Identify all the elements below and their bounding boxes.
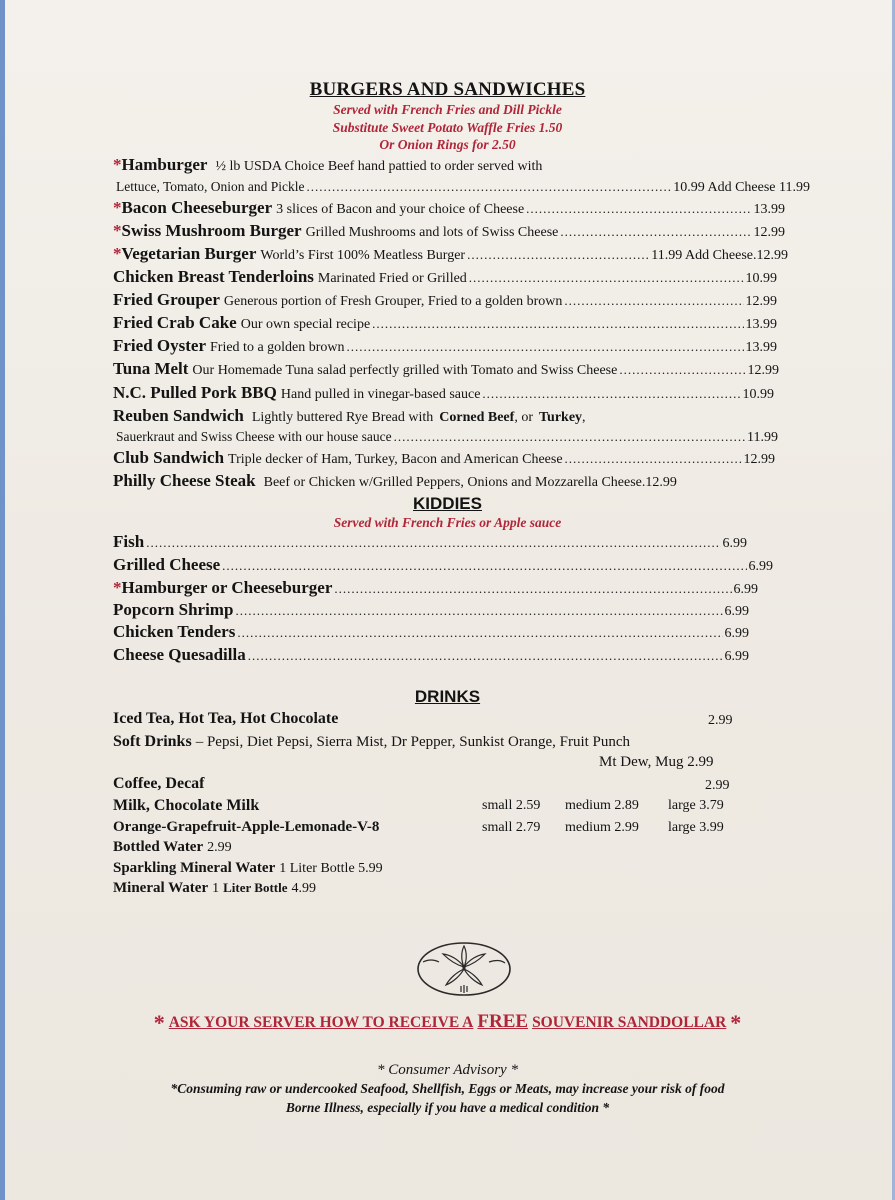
drink-bottled-water [113,839,232,855]
drink-coffee-price: 2.99 [705,778,730,793]
item-desc: Lightly buttered Rye Bread with [251,410,434,425]
item-desc-bold: Corned Beef [439,410,515,425]
item-desc: Marinated Fried or Grilled [317,271,467,286]
drink-name: Soft Drinks [113,733,192,750]
item-name: Popcorn Shrimp [113,600,234,619]
item-desc: Our Homemade Tuna salad perfectly grilled with Tomato and Swiss Cheese [192,363,618,378]
item-desc: World’s First 100% Meatless Burger [260,248,466,263]
drink-desc: 1 [212,881,220,896]
drink-soft-drinks [113,734,630,750]
item-star: * [113,155,122,174]
item-name: Swiss Mushroom Burger [121,221,302,240]
drink-juice-medium: medium 2.99 [565,820,639,835]
item-name: Grilled Cheese [113,555,221,574]
kiddies-item-chicken-tenders [113,623,749,641]
item-desc: Our own special recipe [240,317,371,332]
item-price: 13.99 [753,202,785,217]
item-name: Vegetarian Burger [121,244,257,263]
drink-desc-bold: Liter Bottle [223,880,288,895]
item-desc-cont: Lettuce, Tomato, Onion and Pickle [116,179,305,194]
kiddies-subtitle: Served with French Fries or Apple sauce [333,515,562,530]
item-name: Club Sandwich [113,448,225,467]
menu-item-tuna-melt [113,360,779,378]
item-desc: Grilled Mushrooms and lots of Swiss Cheese [305,225,559,240]
drink-soft-drinks-cont: Mt Dew, Mug 2.99 [599,754,714,770]
item-price: 11.99 Add Cheese.12.99 [651,248,788,263]
sand-dollar-icon [415,940,513,998]
advisory-line-1: *Consuming raw or undercooked Seafood, Shellfish, Eggs or Meats, may increase your risk of food [170,1081,725,1096]
menu-item-hamburger-cont [116,180,810,195]
item-name: Chicken Breast Tenderloins [113,267,314,286]
item-name: Hamburger or Cheeseburger [121,578,333,597]
item-price: 10.99 [742,387,774,402]
item-name: Chicken Tenders [113,622,236,641]
item-price: 11.99 [747,430,778,445]
drink-juice: Orange-Grapefruit-Apple-Lemonade-V-8 [113,819,380,835]
burgers-subtitle-3: Or Onion Rings for 2.50 [379,137,516,152]
drinks-title: DRINKS [414,687,481,706]
menu-item-club-sandwich [113,449,775,467]
item-price: 13.99 [745,340,777,355]
drink-name: Bottled Water [113,839,204,855]
item-price: 10.99 [745,271,777,286]
item-price: 6.99 [733,582,758,597]
menu-item-philly-cheese-steak [113,472,677,490]
menu-item-fried-oyster [113,337,777,355]
drink-milk-large: large 3.79 [668,798,724,813]
item-price: 13.99 [745,317,777,332]
menu-item-swiss-mushroom-burger [113,222,785,240]
promo-text-pre: ASK YOUR SERVER HOW TO RECEIVE A [168,1014,474,1031]
item-desc: 3 slices of Bacon and your choice of Cheese [276,202,525,217]
item-name: Tuna Melt [113,359,189,378]
burgers-subtitle-2: Substitute Sweet Potato Waffle Fries 1.50 [332,120,563,135]
drink-juice-small: small 2.79 [482,820,541,835]
item-star: * [113,244,122,263]
item-name: Hamburger [121,155,208,174]
item-name: Fried Crab Cake [113,313,237,332]
drink-price: 4.99 [291,881,317,896]
item-desc-cont: Sauerkraut and Swiss Cheese with our house sauce [116,429,392,444]
drink-milk-medium: medium 2.89 [565,798,639,813]
item-desc-bold: Turkey [538,410,583,425]
drink-mineral-water [113,880,316,896]
menu-item-fried-grouper [113,291,777,309]
drink-desc: 1 Liter Bottle 5.99 [279,861,383,876]
advisory-line-2: Borne Illness, especially if you have a medical condition * [285,1100,610,1115]
drink-iced-tea-price: 2.99 [708,713,733,728]
item-desc: Beef or Chicken w/Grilled Peppers, Onions and Mozzarella Cheese. [263,475,646,490]
item-desc: , or [514,410,533,425]
item-desc: , [582,410,586,425]
promo-star-right: * [730,1010,742,1035]
item-price: 12.99 [743,452,775,467]
menu-item-chicken-breast-tenderloins [113,268,777,286]
promo-text-free: FREE [477,1011,529,1032]
item-name: Reuben Sandwich [113,406,244,425]
kiddies-item-fish [113,533,747,551]
item-star: * [113,221,122,240]
menu-item-reuben-cont [116,430,778,445]
burgers-subtitle-1: Served with French Fries and Dill Pickle [333,102,562,117]
drink-coffee: Coffee, Decaf [113,775,205,792]
menu-item-bacon-cheeseburger [113,199,785,217]
item-price: 10.99 Add Cheese 11.99 [673,180,810,195]
item-desc: Generous portion of Fresh Grouper, Fried to a golden brown [223,294,563,309]
item-price: 6.99 [724,649,749,664]
kiddies-item-popcorn-shrimp [113,601,749,619]
item-name: Fried Oyster [113,336,206,355]
item-price: 12.99 [745,294,777,309]
drink-milk: Milk, Chocolate Milk [113,797,260,814]
promo-text-post: SOUVENIR SANDDOLLAR [532,1014,727,1031]
promo-star-left: * [153,1010,165,1035]
item-star: * [113,578,122,597]
drink-milk-small: small 2.59 [482,798,541,813]
item-desc: Fried to a golden brown [210,340,345,355]
item-desc: Triple decker of Ham, Turkey, Bacon and American Cheese [228,452,563,467]
promo-line [0,1012,895,1034]
item-desc: ½ lb USDA Choice Beef hand pattied to order served with [215,159,543,174]
item-price: 6.99 [724,626,749,641]
drink-sparkling-water [113,860,383,876]
item-price: 6.99 [722,536,747,551]
item-name: N.C. Pulled Pork BBQ [113,383,277,402]
item-star: * [113,198,122,217]
item-name: Philly Cheese Steak [113,471,256,490]
advisory-title: * Consumer Advisory * [377,1062,518,1078]
item-price: 12.99 [747,363,779,378]
menu-item-fried-crab-cake [113,314,777,332]
item-name: Fish [113,532,145,551]
item-name: Fried Grouper [113,290,220,309]
item-name: Bacon Cheeseburger [121,198,273,217]
drink-name: Sparkling Mineral Water [113,860,276,876]
item-price: 6.99 [748,559,773,574]
menu-item-vegetarian-burger [113,245,788,263]
menu-item-hamburger [113,156,542,174]
item-price: 6.99 [724,604,749,619]
kiddies-item-hamburger-or-cheeseburger [113,579,758,597]
drink-iced-tea: Iced Tea, Hot Tea, Hot Chocolate [113,710,339,727]
item-price: 12.99 [753,225,785,240]
drink-price: 2.99 [207,840,232,855]
kiddies-title: KIDDIES [413,494,482,513]
drink-name: Mineral Water [113,880,209,896]
kiddies-item-cheese-quesadilla [113,646,749,664]
menu-item-pulled-pork-bbq [113,384,774,402]
drink-desc: – Pepsi, Diet Pepsi, Sierra Mist, Dr Pepper, Sunkist Orange, Fruit Punch [195,734,631,750]
drink-juice-large: large 3.99 [668,820,724,835]
menu-item-reuben-sandwich [113,407,586,425]
item-name: Cheese Quesadilla [113,645,246,664]
burgers-title: BURGERS AND SANDWICHES [309,79,586,100]
item-price: 12.99 [645,475,677,490]
kiddies-item-grilled-cheese [113,556,773,574]
item-desc: Hand pulled in vinegar-based sauce [280,387,481,402]
